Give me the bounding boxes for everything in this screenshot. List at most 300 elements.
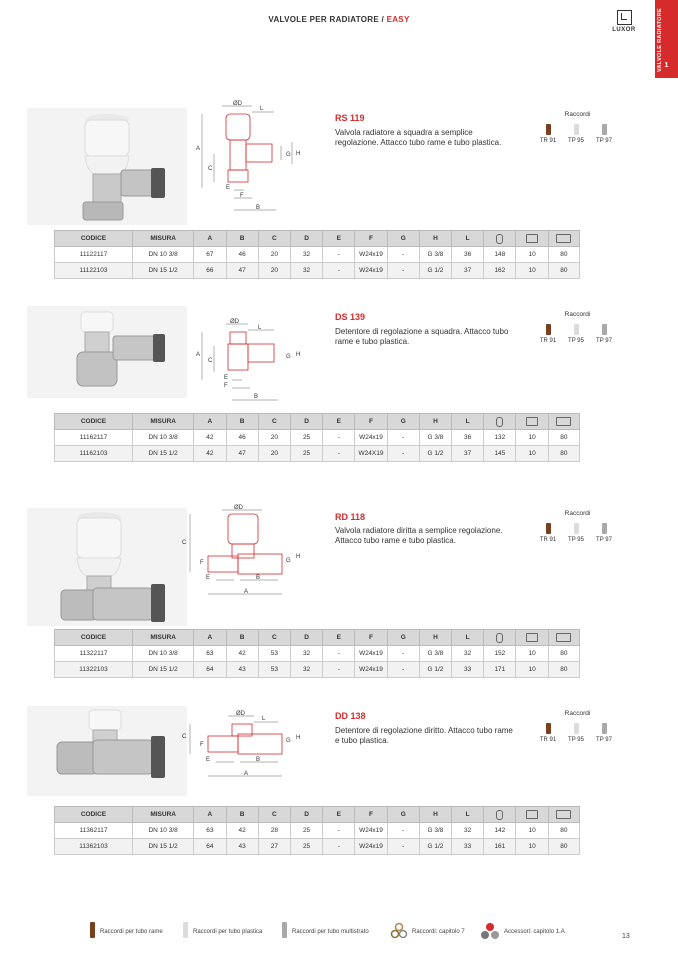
brand-logo <box>609 10 639 38</box>
table-cell: G 1/2 <box>419 446 451 462</box>
table-header-cell: D <box>290 414 322 430</box>
table-header-cell: A <box>194 231 226 247</box>
table-header-cell: B <box>226 231 258 247</box>
table-header-row <box>55 414 580 430</box>
table-header-cell: F <box>355 231 387 247</box>
svg-text:A: A <box>196 146 201 152</box>
table-cell: 80 <box>548 646 579 662</box>
table-cell: 11322103 <box>55 662 133 678</box>
valve-straight-drawing-icon <box>178 500 306 602</box>
raccordo-tp97: TP 97 <box>591 124 617 144</box>
raccordo-tp97: TP 97 <box>591 523 617 543</box>
table-cell: DN 10 3/8 <box>132 646 193 662</box>
svg-text:B: B <box>256 757 261 763</box>
table-cell: G 3/8 <box>419 823 451 839</box>
svg-text:A: A <box>244 771 249 777</box>
table-header-cell <box>516 414 548 430</box>
package-icon <box>526 810 538 819</box>
table-header-cell: G <box>387 630 419 646</box>
svg-text:B: B <box>256 575 261 581</box>
table-cell: G 1/2 <box>419 662 451 678</box>
table-cell: 66 <box>194 263 226 279</box>
svg-text:E: E <box>226 185 231 191</box>
table-row <box>55 263 580 279</box>
table-header-cell: CODICE <box>55 630 133 646</box>
table-row <box>55 823 580 839</box>
table-header-cell: E <box>323 231 355 247</box>
raccordi-panel <box>535 111 620 146</box>
table-header-cell: C <box>258 807 290 823</box>
plastic-fitting-icon <box>574 124 579 135</box>
table-cell: 80 <box>548 430 579 446</box>
plastic-fitting-icon <box>574 723 579 734</box>
svg-text:E: E <box>224 375 229 381</box>
raccordo-tp97: TP 97 <box>591 324 617 344</box>
multilayer-fitting-icon <box>602 124 607 135</box>
package-icon <box>526 633 538 642</box>
table-header-cell: A <box>194 414 226 430</box>
table-cell: 25 <box>290 823 322 839</box>
table-header-cell: B <box>226 807 258 823</box>
table-cell: 46 <box>226 430 258 446</box>
table-header-cell: H <box>419 414 451 430</box>
table-cell: 10 <box>516 839 548 855</box>
table-cell: 37 <box>452 263 484 279</box>
table-header-cell: E <box>323 414 355 430</box>
svg-text:H: H <box>296 352 301 358</box>
table-header-cell: E <box>323 807 355 823</box>
table-cell: DN 15 1/2 <box>132 839 193 855</box>
table-cell: 63 <box>194 823 226 839</box>
table-cell: W24x19 <box>355 430 387 446</box>
header-title-main: VALVOLE PER RADIATORE / <box>268 15 387 24</box>
table-cell: 11122117 <box>55 247 133 263</box>
table-header-cell: A <box>194 630 226 646</box>
table-header-cell <box>516 807 548 823</box>
table-cell: W24x19 <box>355 646 387 662</box>
table-cell: 43 <box>226 662 258 678</box>
table-cell: 10 <box>516 446 548 462</box>
product-description: Valvola radiatore a squadra a semplice regolazione. Attacco tubo rame e tubo plastica. <box>335 128 502 147</box>
table-cell: 33 <box>452 839 484 855</box>
table-cell: 25 <box>290 839 322 855</box>
table-cell: 20 <box>258 263 290 279</box>
copper-fitting-icon <box>546 723 551 734</box>
table-header-cell: MISURA <box>132 414 193 430</box>
table-header-cell: L <box>452 414 484 430</box>
table-header-cell <box>548 231 579 247</box>
svg-text:C: C <box>208 166 213 172</box>
table-header-row <box>55 231 580 247</box>
svg-text:E: E <box>206 575 211 581</box>
table-header-row <box>55 630 580 646</box>
table-cell: - <box>387 430 419 446</box>
table-cell: - <box>387 839 419 855</box>
table-cell: 11362103 <box>55 839 133 855</box>
svg-text:B: B <box>256 205 261 211</box>
multilayer-fitting-icon <box>602 324 607 335</box>
chapter-number: 1 <box>664 62 669 69</box>
table-header-cell: C <box>258 630 290 646</box>
detentore-angle-drawing-icon <box>196 318 306 408</box>
valve-photo-icon <box>27 108 187 225</box>
plastic-fitting-icon <box>183 922 188 938</box>
table-header-cell: D <box>290 807 322 823</box>
copper-fitting-icon <box>546 523 551 534</box>
svg-text:C: C <box>182 540 187 546</box>
table-cell: 53 <box>258 662 290 678</box>
table-header-cell: MISURA <box>132 630 193 646</box>
product-description: Detentore di regolazione diritto. Attacco tubo rame e tubo plastica. <box>335 726 513 745</box>
svg-text:A: A <box>244 589 249 595</box>
weight-icon <box>496 234 503 244</box>
table-cell: DN 15 1/2 <box>132 263 193 279</box>
product-name: RS 119 <box>335 113 365 123</box>
plastic-fitting-icon <box>574 523 579 534</box>
svg-text:C: C <box>182 734 187 740</box>
table-cell: 36 <box>452 247 484 263</box>
table-header-cell <box>484 414 516 430</box>
svg-text:ØD: ØD <box>233 101 242 107</box>
raccordo-tr91: TR 91 <box>535 723 561 743</box>
copper-fitting-icon <box>546 324 551 335</box>
svg-text:H: H <box>296 735 301 741</box>
table-cell: W24x19 <box>355 247 387 263</box>
raccordo-tp95: TP 95 <box>563 324 589 344</box>
svg-text:L: L <box>262 716 266 722</box>
accessories-icon <box>480 922 500 940</box>
table-cell: - <box>387 247 419 263</box>
table-cell: - <box>323 839 355 855</box>
table-cell: 32 <box>290 646 322 662</box>
technical-drawing <box>178 708 306 800</box>
table-cell: - <box>387 263 419 279</box>
box-icon <box>556 810 571 819</box>
svg-text:ØD: ØD <box>234 505 243 511</box>
spec-table <box>54 230 580 279</box>
valve-photo-icon <box>27 706 187 796</box>
table-row <box>55 662 580 678</box>
raccordo-tp95: TP 95 <box>563 523 589 543</box>
spec-table <box>54 806 580 855</box>
table-cell: 20 <box>258 446 290 462</box>
table-cell: - <box>387 646 419 662</box>
table-cell: - <box>387 823 419 839</box>
package-icon <box>526 234 538 243</box>
table-cell: 11122103 <box>55 263 133 279</box>
table-cell: 32 <box>452 646 484 662</box>
table-cell: - <box>323 263 355 279</box>
raccordo-tr91: TR 91 <box>535 523 561 543</box>
table-cell: 42 <box>226 823 258 839</box>
table-header-cell: D <box>290 231 322 247</box>
plastic-fitting-icon <box>574 324 579 335</box>
table-cell: 25 <box>290 430 322 446</box>
table-cell: 64 <box>194 662 226 678</box>
table-header-cell: L <box>452 231 484 247</box>
table-header-cell: C <box>258 231 290 247</box>
table-cell: 63 <box>194 646 226 662</box>
raccordi-title: Raccordi <box>564 710 591 717</box>
table-cell: 43 <box>226 839 258 855</box>
svg-text:B: B <box>254 394 259 400</box>
table-cell: 145 <box>484 446 516 462</box>
chapter-label: VALVOLE RADIATORE <box>657 8 663 72</box>
table-cell: 171 <box>484 662 516 678</box>
technical-drawing <box>178 500 306 602</box>
table-cell: DN 15 1/2 <box>132 446 193 462</box>
table-header-cell: L <box>452 630 484 646</box>
table-cell: 161 <box>484 839 516 855</box>
table-cell: G 1/2 <box>419 839 451 855</box>
table-cell: 32 <box>290 247 322 263</box>
table-row <box>55 446 580 462</box>
table-cell: 36 <box>452 430 484 446</box>
table-header-cell: D <box>290 630 322 646</box>
table-cell: DN 10 3/8 <box>132 247 193 263</box>
table-header-cell: G <box>387 414 419 430</box>
table-cell: 11362117 <box>55 823 133 839</box>
table-cell: 32 <box>452 823 484 839</box>
raccordi-panel <box>535 710 620 745</box>
svg-text:A: A <box>196 352 201 358</box>
table-header-cell: MISURA <box>132 807 193 823</box>
valve-photo-icon <box>27 306 187 398</box>
table-cell: 32 <box>290 263 322 279</box>
table-header-cell: CODICE <box>55 807 133 823</box>
table-header-cell: F <box>355 414 387 430</box>
table-header-cell: CODICE <box>55 231 133 247</box>
table-cell: 10 <box>516 662 548 678</box>
table-cell: - <box>323 662 355 678</box>
brand-name: LUXOR <box>612 27 636 33</box>
table-cell: 132 <box>484 430 516 446</box>
table-header-cell <box>484 630 516 646</box>
spec-table <box>54 413 580 462</box>
svg-text:L: L <box>260 106 264 112</box>
svg-text:F: F <box>200 560 204 566</box>
table-header-cell: F <box>355 630 387 646</box>
raccordi-panel <box>535 311 620 346</box>
table-cell: DN 10 3/8 <box>132 823 193 839</box>
multilayer-fitting-icon <box>282 922 287 938</box>
table-cell: 148 <box>484 247 516 263</box>
table-cell: 10 <box>516 263 548 279</box>
table-row <box>55 430 580 446</box>
table-cell: G 3/8 <box>419 646 451 662</box>
table-cell: 10 <box>516 646 548 662</box>
svg-text:E: E <box>206 757 211 763</box>
table-row <box>55 247 580 263</box>
svg-text:G: G <box>286 354 291 360</box>
table-cell: 11322117 <box>55 646 133 662</box>
table-header-cell: A <box>194 807 226 823</box>
product-photo <box>27 508 187 626</box>
table-cell: 162 <box>484 263 516 279</box>
product-photo <box>27 306 187 398</box>
table-header-cell: H <box>419 807 451 823</box>
package-icon <box>526 417 538 426</box>
product-photo <box>27 706 187 796</box>
svg-text:ØD: ØD <box>236 711 245 717</box>
table-header-cell: H <box>419 630 451 646</box>
multilayer-fitting-icon <box>602 723 607 734</box>
table-header-cell: E <box>323 630 355 646</box>
table-cell: 80 <box>548 823 579 839</box>
table-header-cell: H <box>419 231 451 247</box>
brand-logo-icon <box>617 10 632 25</box>
table-cell: - <box>323 430 355 446</box>
table-header-cell: B <box>226 414 258 430</box>
valve-photo-icon <box>27 508 187 626</box>
table-cell: 80 <box>548 263 579 279</box>
table-cell: 10 <box>516 823 548 839</box>
copper-fitting-icon <box>90 922 95 938</box>
detentore-straight-drawing-icon <box>178 708 306 800</box>
table-cell: 27 <box>258 839 290 855</box>
table-cell: 80 <box>548 662 579 678</box>
page-number: 13 <box>622 933 630 940</box>
svg-text:F: F <box>200 742 204 748</box>
table-cell: - <box>323 646 355 662</box>
table-cell: 33 <box>452 662 484 678</box>
product-name: DD 138 <box>335 711 366 721</box>
table-header-cell <box>516 231 548 247</box>
table-cell: - <box>323 446 355 462</box>
technical-drawing <box>196 318 306 408</box>
table-cell: - <box>323 823 355 839</box>
table-header-cell: MISURA <box>132 231 193 247</box>
table-cell: - <box>387 662 419 678</box>
svg-text:G: G <box>286 152 291 158</box>
table-cell: 25 <box>290 446 322 462</box>
raccordo-tp95: TP 95 <box>563 723 589 743</box>
table-cell: 10 <box>516 247 548 263</box>
table-cell: 80 <box>548 839 579 855</box>
svg-text:C: C <box>208 358 213 364</box>
svg-text:G: G <box>286 558 291 564</box>
table-cell: 67 <box>194 247 226 263</box>
raccordi-title: Raccordi <box>564 111 591 118</box>
raccordi-panel <box>535 510 620 545</box>
svg-text:H: H <box>296 151 301 157</box>
table-cell: - <box>387 446 419 462</box>
raccordo-tr91: TR 91 <box>535 324 561 344</box>
table-header-cell: G <box>387 231 419 247</box>
weight-icon <box>496 633 503 643</box>
raccordi-title: Raccordi <box>564 510 591 517</box>
spec-table <box>54 629 580 678</box>
table-cell: W24X19 <box>355 446 387 462</box>
table-cell: G 3/8 <box>419 247 451 263</box>
table-cell: - <box>323 247 355 263</box>
table-header-cell: G <box>387 807 419 823</box>
product-description: Valvola radiatore diritta a semplice regolazione. Attacco tubo rame e tubo plastica. <box>335 526 503 545</box>
table-cell: 53 <box>258 646 290 662</box>
page-header-title <box>0 15 678 24</box>
table-cell: 42 <box>194 430 226 446</box>
table-header-cell <box>484 807 516 823</box>
rings-icon <box>390 922 408 940</box>
table-cell: 20 <box>258 430 290 446</box>
table-cell: 11162103 <box>55 446 133 462</box>
table-header-cell <box>548 807 579 823</box>
table-cell: W24x19 <box>355 263 387 279</box>
raccordo-tp95: TP 95 <box>563 124 589 144</box>
raccordi-title: Raccordi <box>564 311 591 318</box>
table-header-cell <box>548 630 579 646</box>
raccordo-tp97: TP 97 <box>591 723 617 743</box>
product-description: Detentore di regolazione a squadra. Attacco tubo rame e tubo plastica. <box>335 327 509 346</box>
table-header-cell: B <box>226 630 258 646</box>
svg-text:G: G <box>286 738 291 744</box>
table-header-cell <box>516 630 548 646</box>
table-cell: 80 <box>548 446 579 462</box>
raccordo-tr91: TR 91 <box>535 124 561 144</box>
svg-text:H: H <box>296 554 301 560</box>
table-cell: 42 <box>194 446 226 462</box>
table-header-cell: C <box>258 414 290 430</box>
table-header-cell: CODICE <box>55 414 133 430</box>
table-cell: 11162117 <box>55 430 133 446</box>
footer-legend: Raccordi per tubo rame Raccordi per tubo plastica Raccordi per tubo multistrato Raccordi: capitolo 7 Accessori: capitolo 1.A <box>85 922 645 942</box>
table-cell: G 3/8 <box>419 430 451 446</box>
chapter-tab <box>655 0 678 78</box>
copper-fitting-icon <box>546 124 551 135</box>
table-row <box>55 646 580 662</box>
technical-drawing <box>196 98 306 216</box>
table-row <box>55 839 580 855</box>
table-cell: G 1/2 <box>419 263 451 279</box>
svg-text:L: L <box>258 325 262 331</box>
table-cell: 20 <box>258 247 290 263</box>
table-cell: 80 <box>548 247 579 263</box>
table-cell: W24x19 <box>355 823 387 839</box>
product-name: DS 139 <box>335 312 366 322</box>
svg-text:ØD: ØD <box>230 319 239 325</box>
table-cell: 28 <box>258 823 290 839</box>
box-icon <box>556 633 571 642</box>
box-icon <box>556 417 571 426</box>
table-cell: 46 <box>226 247 258 263</box>
table-cell: 142 <box>484 823 516 839</box>
table-cell: 64 <box>194 839 226 855</box>
valve-angle-drawing-icon <box>196 98 306 216</box>
table-cell: W24x19 <box>355 662 387 678</box>
table-cell: 47 <box>226 446 258 462</box>
product-name: RD 118 <box>335 512 366 522</box>
table-cell: 10 <box>516 430 548 446</box>
weight-icon <box>496 417 503 427</box>
weight-icon <box>496 810 503 820</box>
table-cell: DN 10 3/8 <box>132 430 193 446</box>
table-header-cell <box>548 414 579 430</box>
table-header-cell <box>484 231 516 247</box>
svg-text:F: F <box>224 383 228 389</box>
table-cell: 37 <box>452 446 484 462</box>
header-title-accent: EASY <box>386 15 410 24</box>
table-cell: 47 <box>226 263 258 279</box>
multilayer-fitting-icon <box>602 523 607 534</box>
table-cell: DN 15 1/2 <box>132 662 193 678</box>
table-header-cell: L <box>452 807 484 823</box>
svg-text:F: F <box>240 193 244 199</box>
table-cell: 32 <box>290 662 322 678</box>
product-photo <box>27 108 187 225</box>
table-header-cell: F <box>355 807 387 823</box>
table-header-row <box>55 807 580 823</box>
table-cell: 152 <box>484 646 516 662</box>
